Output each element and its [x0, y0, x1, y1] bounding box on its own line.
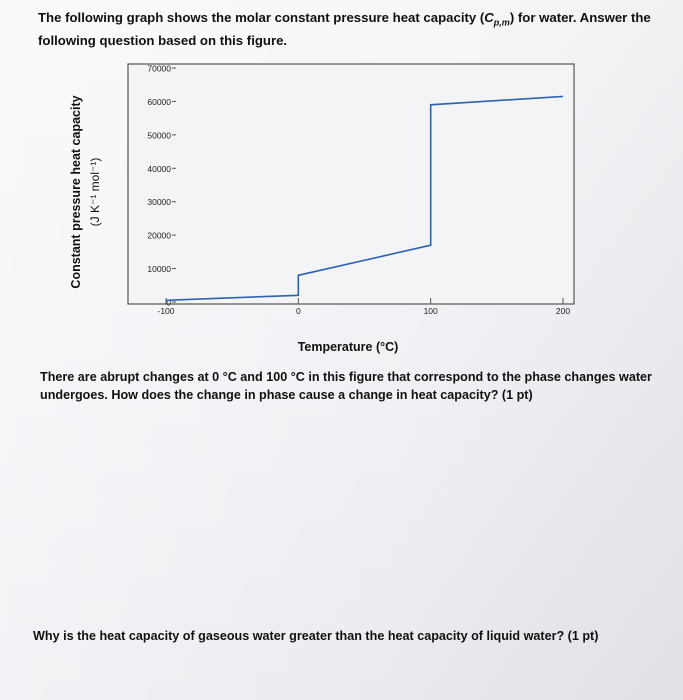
y-axis-label-line2: (J K⁻¹ mol⁻¹)	[88, 157, 102, 227]
x-tick-label: 100	[423, 306, 438, 316]
y-tick-label: 50000	[147, 130, 171, 141]
y-axis-label	[69, 95, 102, 288]
x-tick-label: 0	[295, 306, 301, 316]
y-tick-label: 60000	[147, 96, 171, 107]
y-tick-label: 30000	[147, 197, 171, 208]
symbol-subscript: p,m	[493, 17, 510, 28]
y-tick-label: 70000	[147, 63, 171, 74]
y-axis-label-line1: Constant pressure heat capacity	[69, 95, 83, 289]
y-tick-label: 0	[166, 297, 171, 308]
y-tick-label: 10000	[147, 264, 171, 275]
question-2: Why is the heat capacity of gaseous water greater than the heat capacity of liquid water? (1 pt)	[33, 629, 599, 643]
x-axis-label: Temperature (°C)	[297, 340, 399, 354]
intro-text-after: ) for water. Answer the following question based on this figure.	[38, 10, 651, 48]
symbol-main: C	[484, 10, 494, 25]
y-tick-label: 20000	[147, 230, 171, 241]
intro-text-before: The following graph shows the molar constant pressure heat capacity (	[38, 10, 485, 25]
x-tick-label: 200	[555, 306, 571, 316]
question-1: There are abrupt changes at 0 °C and 100 °C in this figure that correspond to the phase changes water undergoes. How does the change in phase cause a change in heat capacity? (1 pt)	[40, 370, 652, 402]
x-tick-label: -100	[157, 306, 175, 316]
y-tick-label: 40000	[147, 163, 171, 174]
